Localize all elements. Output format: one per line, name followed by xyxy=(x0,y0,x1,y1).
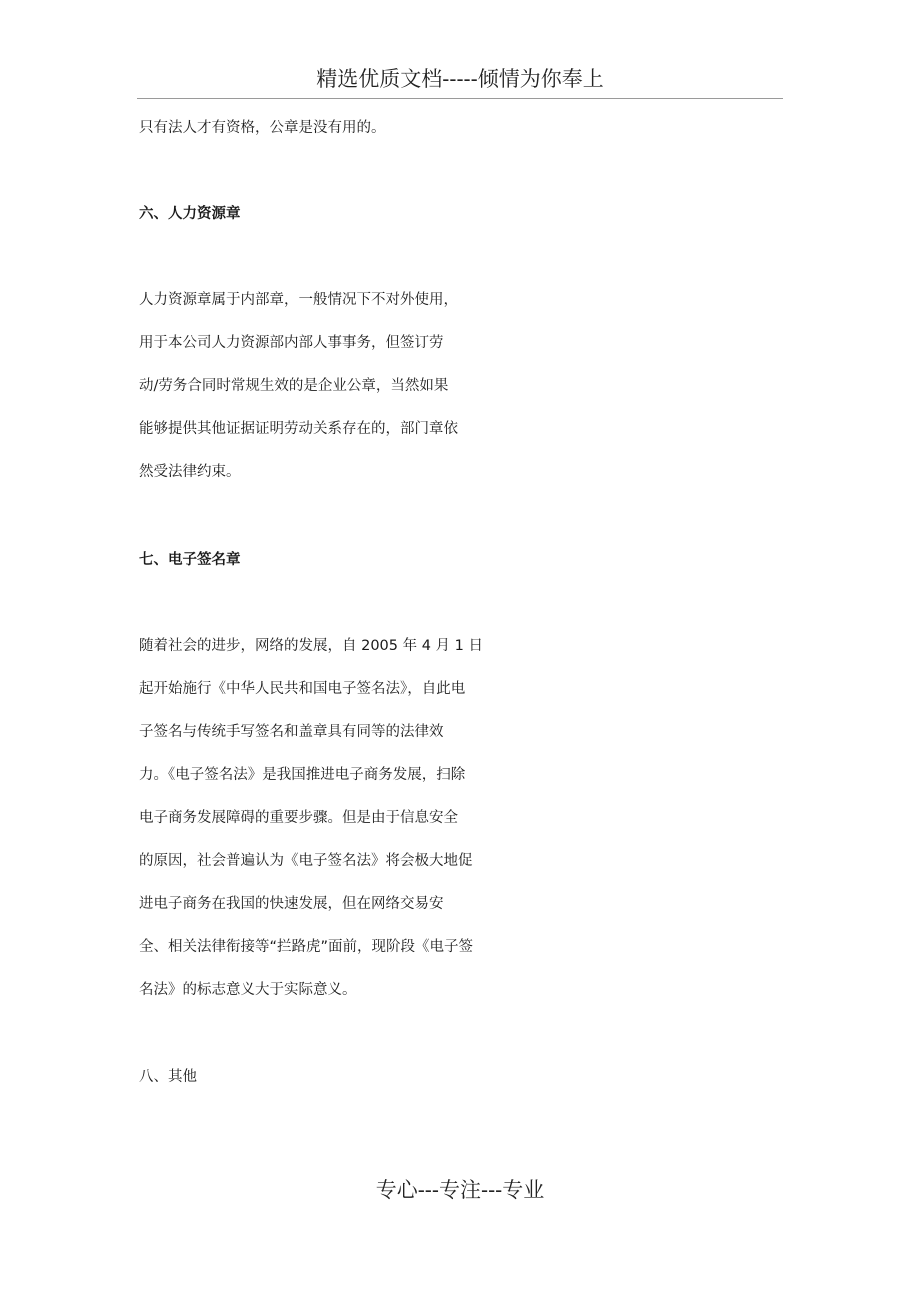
section-7-line: 起开始施行《中华人民共和国电子签名法》，自此电 xyxy=(139,681,466,697)
section-6-line: 人力资源章属于内部章，一般情况下不对外使用， xyxy=(139,292,458,308)
intro-line: 只有法人才有资格，公章是没有用的。 xyxy=(139,120,386,136)
section-7-line: 名法》的标志意义大于实际意义。 xyxy=(139,982,357,998)
section-6-line: 用于本公司人力资源部内部人事事务，但签订劳 xyxy=(139,335,444,351)
section-7-line: 的原因，社会普遍认为《电子签名法》将会极大地促 xyxy=(139,853,473,869)
header-divider xyxy=(137,98,783,99)
section-6-line: 然受法律约束。 xyxy=(139,464,241,480)
section-8-heading: 八、其他 xyxy=(139,1069,197,1085)
section-6-line: 能够提供其他证据证明劳动关系存在的，部门章依 xyxy=(139,421,458,437)
page-footer-text: 专心---专注---专业 xyxy=(375,1178,545,1202)
section-7-line: 进电子商务在我国的快速发展，但在网络交易安 xyxy=(139,896,444,912)
section-7-line: 子签名与传统手写签名和盖章具有同等的法律效 xyxy=(139,724,444,740)
page-header-title: 精选优质文档-----倾情为你奉上 xyxy=(316,67,604,91)
section-6-heading: 六、人力资源章 xyxy=(139,206,241,222)
section-7-line: 随着社会的进步，网络的发展，自 2005 年 4 月 1 日 xyxy=(139,638,484,654)
section-7-line: 电子商务发展障碍的重要步骤。但是由于信息安全 xyxy=(139,810,458,826)
section-7-heading: 七、电子签名章 xyxy=(139,552,241,568)
section-7-line: 全、相关法律衔接等“拦路虎”面前，现阶段《电子签 xyxy=(139,939,474,955)
section-7-line: 力。《电子签名法》是我国推进电子商务发展，扫除 xyxy=(139,767,466,783)
section-6-line: 动/劳务合同时常规生效的是企业公章，当然如果 xyxy=(139,378,449,394)
